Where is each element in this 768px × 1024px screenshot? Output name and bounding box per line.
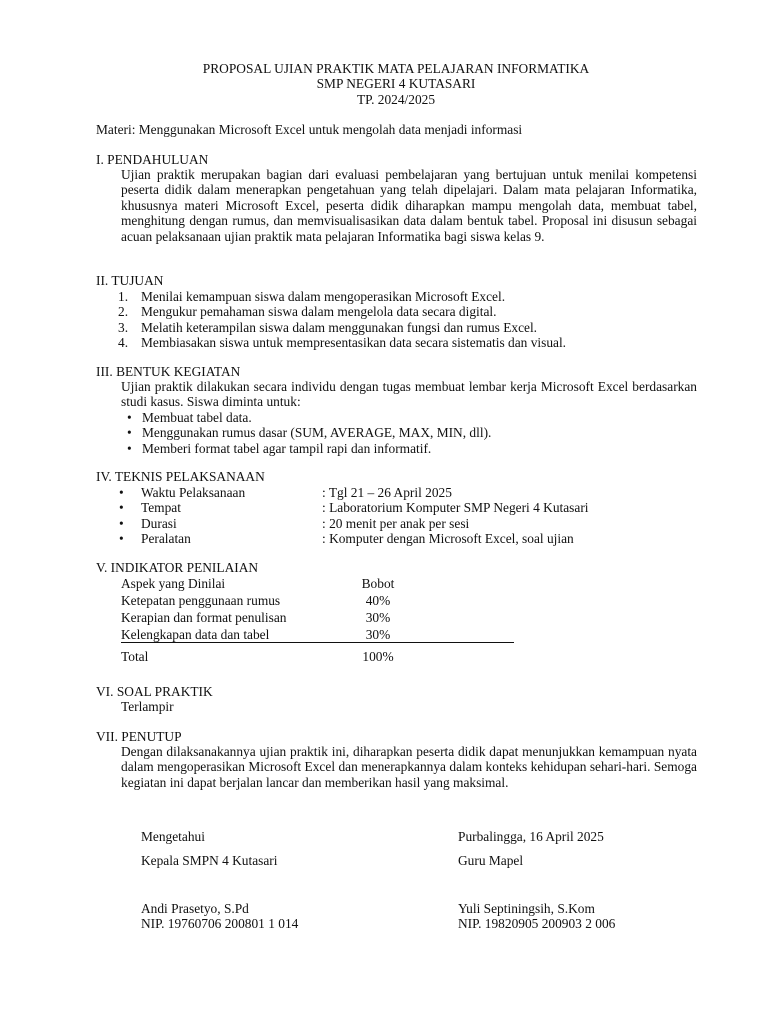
signature-right-name: Yuli Septiningsih, S.Kom [458, 901, 595, 916]
section-title-pendahuluan: I. PENDAHULUAN [96, 152, 209, 167]
total-label: Total [121, 649, 149, 664]
bullet-icon: • [119, 500, 124, 516]
teknis-row: • Tempat : Laboratorium Komputer SMP Negeri 4 Kutasari [119, 500, 589, 516]
bullet-icon: • [119, 515, 124, 531]
list-item: • Memberi format tabel agar tampil rapi dan informatif. [127, 440, 432, 456]
table-total-row [121, 649, 514, 666]
header-school: SMP NEGERI 4 KUTASARI [316, 76, 476, 92]
signature-right-role: Guru Mapel [458, 853, 524, 868]
section-title-tujuan: II. TUJUAN [96, 273, 164, 288]
table-row: Kerapian dan format penulisan 30% [121, 610, 391, 625]
teknis-row: • Waktu Pelaksanaan : Tgl 21 – 26 April 2025 [119, 485, 452, 500]
penutup-text: Dengan dilaksanakannya ujian praktik ini, diharapkan peserta didik dapat menunjukkan kemampuan nyata dalam mengoperasikan Microsoft Excel dan menerapkannya dalam konteks kehidupan sehari-hari. Semoga kegiatan ini dapat berjalan lancar dan memberikan hasil yang maksimal. [121, 744, 697, 790]
signature-left-name: Andi Prasetyo, S.Pd [141, 901, 249, 916]
column-header-bobot: Bobot [361, 576, 395, 591]
document-header [96, 61, 696, 107]
teknis-list [96, 485, 696, 547]
tujuan-list [96, 289, 566, 351]
bullet-icon: • [127, 440, 132, 456]
signature-right-place-date: Purbalingga, 16 April 2025 [458, 829, 604, 844]
section-title-bentuk: III. BENTUK KEGIATAN [96, 364, 241, 379]
table-divider [121, 642, 514, 643]
list-item: 4. Membiasakan siswa untuk mempresentasikan data secara sistematis dan visual. [118, 335, 567, 351]
bullet-icon: • [127, 410, 132, 425]
pendahuluan-text: Ujian praktik merupakan bagian dari evaluasi pembelajaran yang bertujuan untuk menilai kompetensi peserta didik dalam menerapkan pengetahuan yang telah dipelajari. Dalam mata pelajaran Informatika, khususnya materi Microsoft Excel, peserta didik diharapkan mampu mengolah data, membuat tabel, menghitung dengan rumus, dan memvisualisasikan data dalam bentuk tabel. Proposal ini disusun sebagai acuan pelaksanaan ujian praktik mata pelajaran Informatika bagi siswa kelas 9. [121, 167, 697, 244]
total-value: 100% [362, 649, 394, 664]
teknis-row: • Durasi : 20 menit per anak per sesi [119, 515, 470, 531]
materi-line: Materi: Menggunakan Microsoft Excel untuk mengolah data menjadi informasi [96, 122, 523, 137]
signature-left-label: Mengetahui [141, 829, 205, 844]
table-row: Ketepatan penggunaan rumus 40% [121, 593, 391, 608]
indikator-table [121, 576, 514, 664]
header-title: PROPOSAL UJIAN PRAKTIK MATA PELAJARAN INFORMATIKA [202, 61, 590, 76]
list-item: • Menggunakan rumus dasar (SUM, AVERAGE, MAX, MIN, dll). [127, 425, 492, 441]
signature-left-role: Kepala SMPN 4 Kutasari [141, 853, 278, 868]
signature-left-nip: NIP. 19760706 200801 1 014 [141, 916, 299, 931]
bullet-icon: • [127, 425, 132, 441]
bentuk-list [121, 410, 491, 456]
list-item: • Membuat tabel data. [127, 410, 252, 425]
section-title-indikator: V. INDIKATOR PENILAIAN [96, 560, 259, 575]
bullet-icon: • [119, 485, 124, 500]
bentuk-text: Ujian praktik dilakukan secara individu dengan tugas membuat lembar kerja Microsoft Excel berdasarkan studi kasus. Siswa diminta untuk: [121, 379, 697, 410]
section-title-soal: VI. SOAL PRAKTIK [96, 684, 213, 699]
section-title-penutup: VII. PENUTUP [96, 729, 182, 744]
soal-text: Terlampir [121, 699, 174, 714]
list-item: 1. Menilai kemampuan siswa dalam mengoperasikan Microsoft Excel. [118, 289, 506, 304]
column-header-aspek: Aspek yang Dinilai [121, 576, 226, 591]
table-row: Kelengkapan data dan tabel 30% [121, 627, 391, 642]
header-year: TP. 2024/2025 [356, 91, 436, 107]
list-item: 3. Melatih keterampilan siswa dalam menggunakan fungsi dan rumus Excel. [118, 319, 538, 335]
signature-right-nip: NIP. 19820905 200903 2 006 [458, 916, 616, 931]
teknis-row: • Peralatan : Komputer dengan Microsoft Excel, soal ujian [119, 531, 574, 547]
bullet-icon: • [119, 531, 124, 547]
table-header-row [121, 576, 514, 593]
section-title-teknis: IV. TEKNIS PELAKSANAAN [96, 469, 265, 484]
list-item: 2. Mengukur pemahaman siswa dalam mengelola data secara digital. [118, 304, 497, 320]
